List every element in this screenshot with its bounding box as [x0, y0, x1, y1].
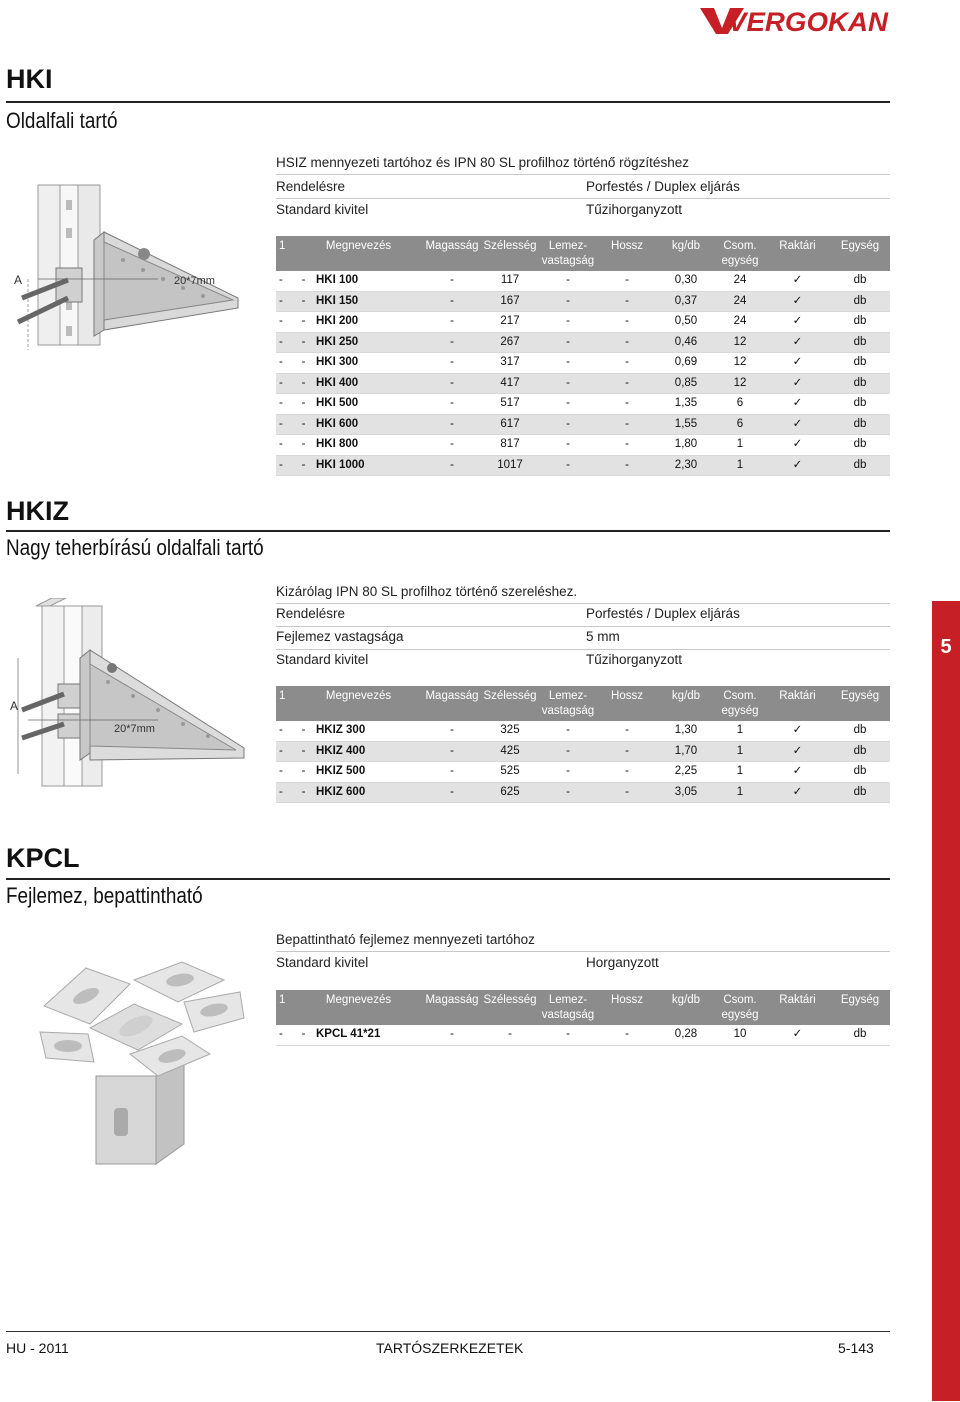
cell-product-name: HKIZ 600 — [313, 782, 423, 803]
table-cell: - — [423, 312, 481, 333]
section-title-kpcl: KPCL — [6, 843, 80, 873]
section-subtitle-hkiz: Nagy teherbírású oldalfali tartó — [6, 535, 264, 560]
table-cell: - — [539, 414, 597, 435]
table-cell: db — [830, 1025, 890, 1045]
hkiz-plate-value: 5 mm — [586, 629, 620, 644]
table-cell: - — [539, 435, 597, 456]
cell-index: - — [276, 1025, 294, 1045]
table-cell: - — [423, 271, 481, 291]
table-cell: 0,50 — [657, 312, 715, 333]
table-cell: 24 — [715, 291, 765, 312]
kpcl-product-image — [34, 958, 250, 1178]
table-cell: 0,69 — [657, 353, 715, 374]
table-cell: - — [539, 373, 597, 394]
cell-index: - — [276, 373, 294, 394]
col-header: Szélesség — [481, 990, 539, 1025]
cell-index: - — [276, 782, 294, 803]
table-cell: - — [423, 414, 481, 435]
table-cell: - — [423, 435, 481, 456]
footer-center: TARTÓSZERKEZETEK — [376, 1340, 524, 1356]
table-cell: db — [830, 353, 890, 374]
table-cell: db — [830, 435, 890, 456]
table-cell: 12 — [715, 373, 765, 394]
cell-index: - — [276, 741, 294, 762]
table-cell: - — [294, 414, 313, 435]
table-cell: db — [830, 762, 890, 783]
table-cell: - — [423, 394, 481, 415]
cell-product-name: HKI 150 — [313, 291, 423, 312]
table-cell: 24 — [715, 271, 765, 291]
table-cell: 1 — [715, 782, 765, 803]
footer-left: HU - 2011 — [6, 1340, 69, 1356]
table-cell: 1,30 — [657, 721, 715, 741]
table-row — [276, 782, 890, 803]
table-cell: 167 — [481, 291, 539, 312]
table-cell: 6 — [715, 394, 765, 415]
col-header: kg/db — [657, 990, 715, 1025]
table-cell: 1 — [715, 455, 765, 476]
hki-order-value: Porfestés / Duplex eljárás — [586, 179, 740, 194]
divider — [276, 626, 890, 627]
hkiz-product-image — [8, 598, 258, 788]
hkiz-spec-table — [276, 686, 890, 803]
col-header: Megnevezés — [294, 990, 423, 1025]
table-cell: - — [423, 762, 481, 783]
hkiz-standard-label: Standard kivitel — [276, 652, 369, 667]
vergokan-logo — [700, 4, 890, 36]
table-cell: 817 — [481, 435, 539, 456]
table-cell: 425 — [481, 741, 539, 762]
table-cell: - — [539, 1025, 597, 1045]
table-cell: - — [294, 782, 313, 803]
divider — [276, 174, 890, 175]
col-header: Hossz — [597, 686, 657, 721]
table-header-row — [276, 686, 890, 721]
table-cell: - — [539, 271, 597, 291]
table-cell: - — [294, 455, 313, 476]
table-cell: 0,28 — [657, 1025, 715, 1045]
table-cell: db — [830, 291, 890, 312]
hkiz-order-value: Porfestés / Duplex eljárás — [586, 606, 740, 621]
kpcl-standard-label: Standard kivitel — [276, 955, 369, 970]
table-cell: db — [830, 332, 890, 353]
cell-product-name: HKI 1000 — [313, 455, 423, 476]
table-cell: - — [539, 782, 597, 803]
table-cell: - — [597, 762, 657, 783]
table-cell: - — [423, 1025, 481, 1045]
cell-index: - — [276, 353, 294, 374]
hki-order-label: Rendelésre — [276, 179, 346, 194]
col-header: Egység — [830, 990, 890, 1025]
table-cell: - — [539, 312, 597, 333]
cell-index: - — [276, 312, 294, 333]
table-row — [276, 394, 890, 415]
table-cell: - — [597, 1025, 657, 1045]
cell-product-name: HKI 200 — [313, 312, 423, 333]
table-cell: - — [423, 741, 481, 762]
table-cell: 1 — [715, 762, 765, 783]
table-cell: - — [597, 353, 657, 374]
table-cell: 1 — [715, 741, 765, 762]
table-cell: db — [830, 394, 890, 415]
col-header: Raktári — [765, 236, 830, 271]
divider — [276, 951, 890, 952]
table-row — [276, 271, 890, 291]
brand-text: VERGOKAN — [728, 7, 889, 36]
col-header: Egység — [830, 236, 890, 271]
table-cell: - — [597, 312, 657, 333]
stock-check-icon: ✓ — [765, 455, 830, 476]
table-cell: 12 — [715, 332, 765, 353]
table-cell: - — [539, 721, 597, 741]
footer-page-number: 5-143 — [838, 1340, 874, 1356]
table-cell: 617 — [481, 414, 539, 435]
table-cell: 0,46 — [657, 332, 715, 353]
col-header: Raktári — [765, 990, 830, 1025]
table-header-row — [276, 990, 890, 1025]
table-cell: db — [830, 741, 890, 762]
table-cell: - — [597, 291, 657, 312]
cell-product-name: HKIZ 300 — [313, 721, 423, 741]
table-cell: db — [830, 414, 890, 435]
table-cell: 117 — [481, 271, 539, 291]
table-cell: - — [597, 332, 657, 353]
kpcl-standard-value: Horganyzott — [586, 955, 659, 970]
cell-index: - — [276, 394, 294, 415]
stock-check-icon: ✓ — [765, 353, 830, 374]
svg-text:20*7mm: 20*7mm — [114, 723, 155, 735]
table-cell: - — [294, 762, 313, 783]
table-cell: - — [597, 455, 657, 476]
table-row — [276, 291, 890, 312]
col-header: 1 — [276, 990, 294, 1025]
stock-check-icon: ✓ — [765, 1025, 830, 1045]
cell-index: - — [276, 762, 294, 783]
section-rule — [6, 530, 890, 532]
table-cell: - — [539, 455, 597, 476]
table-cell: 517 — [481, 394, 539, 415]
cell-index: - — [276, 435, 294, 456]
table-cell: - — [597, 741, 657, 762]
kpcl-spec-table — [276, 990, 890, 1046]
table-cell: - — [294, 394, 313, 415]
table-row — [276, 1025, 890, 1045]
col-header: 1 — [276, 686, 294, 721]
table-cell: 417 — [481, 373, 539, 394]
table-cell: 1 — [715, 721, 765, 741]
table-row — [276, 353, 890, 374]
table-cell: 1,70 — [657, 741, 715, 762]
table-cell: 625 — [481, 782, 539, 803]
table-row — [276, 435, 890, 456]
table-cell: - — [481, 1025, 539, 1045]
chapter-number: 5 — [940, 636, 952, 658]
table-cell: - — [423, 782, 481, 803]
table-cell: 317 — [481, 353, 539, 374]
table-cell: 1017 — [481, 455, 539, 476]
table-cell: 1,55 — [657, 414, 715, 435]
hki-standard-label: Standard kivitel — [276, 202, 369, 217]
table-cell: 1,80 — [657, 435, 715, 456]
col-header: Szélesség — [481, 686, 539, 721]
stock-check-icon: ✓ — [765, 721, 830, 741]
table-cell: - — [597, 721, 657, 741]
col-header: 1 — [276, 236, 294, 271]
table-cell: - — [423, 291, 481, 312]
cell-index: - — [276, 332, 294, 353]
table-cell: - — [294, 312, 313, 333]
table-row — [276, 762, 890, 783]
table-cell: - — [294, 332, 313, 353]
svg-text:20*7mm: 20*7mm — [174, 275, 215, 287]
table-cell: - — [539, 353, 597, 374]
table-cell: - — [294, 271, 313, 291]
table-cell: - — [423, 353, 481, 374]
col-header: Lemez- vastagság — [539, 990, 597, 1025]
cell-product-name: HKI 100 — [313, 271, 423, 291]
stock-check-icon: ✓ — [765, 291, 830, 312]
table-cell: 10 — [715, 1025, 765, 1045]
table-cell: 12 — [715, 353, 765, 374]
col-header: Csom. egység — [715, 686, 765, 721]
col-header: Magasság — [423, 990, 481, 1025]
table-cell: db — [830, 373, 890, 394]
cell-index: - — [276, 414, 294, 435]
cell-product-name: HKI 600 — [313, 414, 423, 435]
stock-check-icon: ✓ — [765, 394, 830, 415]
cell-product-name: HKI 800 — [313, 435, 423, 456]
svg-text:A: A — [10, 699, 19, 713]
table-cell: - — [294, 373, 313, 394]
hkiz-plate-label: Fejlemez vastagsága — [276, 629, 404, 644]
col-header: Magasság — [423, 236, 481, 271]
cell-index: - — [276, 721, 294, 741]
hki-spec-table — [276, 236, 890, 476]
divider — [276, 649, 890, 650]
table-cell: - — [597, 394, 657, 415]
hkiz-standard-value: Tűzihorganyzott — [586, 652, 683, 667]
table-cell: 325 — [481, 721, 539, 741]
table-cell: 1,35 — [657, 394, 715, 415]
table-cell: - — [423, 332, 481, 353]
section-title-hki: HKI — [6, 64, 53, 94]
table-cell: 2,30 — [657, 455, 715, 476]
col-header: Hossz — [597, 990, 657, 1025]
section-rule — [6, 101, 890, 103]
table-cell: 0,37 — [657, 291, 715, 312]
table-cell: - — [294, 741, 313, 762]
cell-index: - — [276, 455, 294, 476]
col-header: Csom. egység — [715, 236, 765, 271]
col-header: Csom. egység — [715, 990, 765, 1025]
cell-product-name: HKI 250 — [313, 332, 423, 353]
table-cell: 2,25 — [657, 762, 715, 783]
col-header: kg/db — [657, 236, 715, 271]
cell-product-name: HKI 400 — [313, 373, 423, 394]
table-cell: 267 — [481, 332, 539, 353]
stock-check-icon: ✓ — [765, 762, 830, 783]
table-cell: - — [597, 271, 657, 291]
table-cell: - — [539, 741, 597, 762]
table-cell: - — [294, 721, 313, 741]
table-cell: - — [294, 435, 313, 456]
cell-product-name: HKI 300 — [313, 353, 423, 374]
table-row — [276, 721, 890, 741]
col-header: Egység — [830, 686, 890, 721]
svg-text:A: A — [14, 273, 23, 287]
hki-standard-value: Tűzihorganyzott — [586, 202, 683, 217]
hki-product-image — [8, 180, 258, 350]
col-header: Magasság — [423, 686, 481, 721]
col-header: Megnevezés — [294, 686, 423, 721]
hki-description: HSIZ mennyezeti tartóhoz és IPN 80 SL profilhoz történő rögzítéshez — [276, 155, 689, 170]
table-cell: - — [294, 291, 313, 312]
col-header: Hossz — [597, 236, 657, 271]
cell-index: - — [276, 271, 294, 291]
stock-check-icon: ✓ — [765, 782, 830, 803]
col-header: Lemez- vastagság — [539, 236, 597, 271]
table-cell: 1 — [715, 435, 765, 456]
table-row — [276, 312, 890, 333]
table-cell: - — [294, 353, 313, 374]
table-cell: - — [597, 373, 657, 394]
table-cell: db — [830, 312, 890, 333]
section-subtitle-hki: Oldalfali tartó — [6, 108, 118, 133]
col-header: Lemez- vastagság — [539, 686, 597, 721]
table-cell: - — [539, 394, 597, 415]
cell-product-name: HKIZ 500 — [313, 762, 423, 783]
col-header: Raktári — [765, 686, 830, 721]
table-cell: - — [423, 721, 481, 741]
table-row — [276, 741, 890, 762]
table-cell: - — [423, 455, 481, 476]
table-cell: - — [423, 373, 481, 394]
table-cell: 525 — [481, 762, 539, 783]
stock-check-icon: ✓ — [765, 332, 830, 353]
table-cell: 217 — [481, 312, 539, 333]
table-cell: - — [597, 414, 657, 435]
section-title-hkiz: HKIZ — [6, 496, 69, 526]
table-cell: db — [830, 271, 890, 291]
divider — [276, 603, 890, 604]
table-cell: - — [539, 291, 597, 312]
stock-check-icon: ✓ — [765, 312, 830, 333]
table-cell: - — [539, 762, 597, 783]
table-cell: - — [539, 332, 597, 353]
table-row — [276, 414, 890, 435]
table-cell: 0,30 — [657, 271, 715, 291]
table-cell: db — [830, 782, 890, 803]
section-rule — [6, 878, 890, 880]
col-header: Szélesség — [481, 236, 539, 271]
stock-check-icon: ✓ — [765, 373, 830, 394]
cell-product-name: HKIZ 400 — [313, 741, 423, 762]
col-header: Megnevezés — [294, 236, 423, 271]
table-cell: 0,85 — [657, 373, 715, 394]
table-row — [276, 373, 890, 394]
divider — [276, 198, 890, 199]
kpcl-description: Bepattintható fejlemez mennyezeti tartóhoz — [276, 932, 535, 947]
table-cell: - — [597, 782, 657, 803]
table-cell: 6 — [715, 414, 765, 435]
table-header-row — [276, 236, 890, 271]
stock-check-icon: ✓ — [765, 271, 830, 291]
hkiz-order-label: Rendelésre — [276, 606, 346, 621]
table-cell: 3,05 — [657, 782, 715, 803]
cell-index: - — [276, 291, 294, 312]
stock-check-icon: ✓ — [765, 435, 830, 456]
table-cell: - — [294, 1025, 313, 1045]
table-row — [276, 455, 890, 476]
section-subtitle-kpcl: Fejlemez, bepattintható — [6, 883, 203, 908]
table-cell: db — [830, 455, 890, 476]
table-row — [276, 332, 890, 353]
cell-product-name: HKI 500 — [313, 394, 423, 415]
table-cell: db — [830, 721, 890, 741]
stock-check-icon: ✓ — [765, 414, 830, 435]
col-header: kg/db — [657, 686, 715, 721]
hkiz-description: Kizárólag IPN 80 SL profilhoz történő szereléshez. — [276, 584, 578, 599]
table-cell: 24 — [715, 312, 765, 333]
chapter-tab — [932, 601, 960, 1401]
stock-check-icon: ✓ — [765, 741, 830, 762]
table-cell: - — [597, 435, 657, 456]
footer-rule — [6, 1331, 890, 1332]
cell-product-name: KPCL 41*21 — [313, 1025, 423, 1045]
